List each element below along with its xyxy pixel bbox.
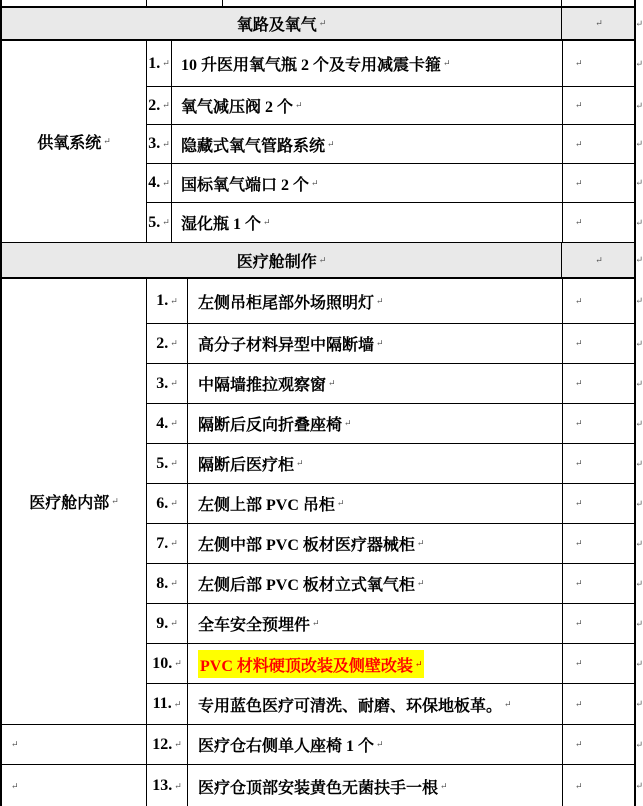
item-text-cell[interactable] [172,164,562,202]
item-number-cell[interactable] [147,404,188,443]
end-of-cell-mark: ↵ [575,618,583,628]
item-number: 9. [156,614,169,632]
paragraph-mark-outside: ↵ [635,538,643,548]
paragraph-mark-outside: ↵ [635,780,643,791]
paragraph-mark-outside: ↵ [635,217,643,227]
end-of-cell-mark: ↵ [575,217,583,227]
item-number-cell[interactable] [147,524,188,563]
end-of-cell-mark: ↵ [376,739,384,749]
status-cell[interactable] [562,41,634,86]
end-of-cell-mark: ↵ [170,338,178,348]
section-label-cell-empty[interactable] [2,765,147,806]
item-text-cell[interactable] [188,604,562,643]
item-text: 氧气减压阀 2 个 [181,99,294,116]
item-text-cell[interactable] [188,765,562,806]
paragraph-mark-outside: ↵ [635,58,643,68]
item-text: 隔断后医疗柜 [198,457,295,474]
status-cell[interactable] [562,324,634,363]
end-of-cell-mark: ↵ [443,58,451,68]
paragraph-mark-outside: ↵ [635,498,643,508]
status-cell[interactable] [562,243,634,277]
table-row [147,41,643,87]
end-of-cell-mark: ↵ [575,295,583,306]
section-header-text: 氧路及氧气 [236,17,317,34]
paragraph-mark-outside: ↵ [635,100,643,110]
section-cabin-interior [2,279,643,725]
table-row [147,164,643,203]
item-number: 2. [148,96,161,114]
item-number: 5. [148,213,161,231]
end-of-cell-mark: ↵ [575,780,583,791]
table-row [147,87,643,125]
end-of-cell-mark: ↵ [575,698,583,709]
paragraph-mark-outside: ↵ [635,338,643,348]
status-cell[interactable] [562,765,634,806]
section-header-row-oxygen [2,8,643,41]
paragraph-mark-outside: ↵ [635,418,643,428]
item-text-cell[interactable] [188,684,562,724]
item-number-cell[interactable] [147,87,172,124]
item-text: 中隔墙推拉观察窗 [198,377,327,394]
item-text: 高分子材料异型中隔断墙 [198,337,375,354]
table-row [2,765,643,806]
item-text-cell[interactable] [188,364,562,403]
item-number-cell[interactable] [147,684,188,724]
item-text: 国标氧气端口 2 个 [181,176,310,194]
item-number: 4. [148,174,161,191]
status-cell[interactable] [562,644,634,683]
end-of-cell-mark: ↵ [414,658,423,669]
item-number: 2. [156,334,169,352]
item-number: 3. [148,135,161,152]
end-of-cell-mark: ↵ [170,578,178,588]
section-label-cell[interactable] [2,279,147,724]
end-of-cell-mark: ↵ [328,378,336,388]
item-text: 左侧上部 PVC 吊柜 [198,497,335,514]
section-label-cell-empty[interactable] [2,725,147,764]
item-text-cell[interactable] [188,279,562,323]
end-of-cell-mark: ↵ [170,458,178,468]
end-of-cell-mark: ↵ [416,578,425,588]
end-of-cell-mark: ↵ [575,458,583,468]
end-of-cell-mark: ↵ [504,698,512,709]
item-number-cell[interactable] [147,765,188,806]
item-text: 左侧后部 PVC 板材立式氧气柜 [198,577,415,594]
paragraph-mark-outside: ↵ [635,739,643,749]
end-of-cell-mark: ↵ [595,254,603,265]
end-of-cell-mark: ↵ [170,498,178,508]
end-of-cell-mark: ↵ [376,338,384,348]
end-of-cell-mark: ↵ [595,18,603,28]
end-of-cell-mark: ↵ [575,739,583,749]
item-number: 12. [152,735,173,753]
item-number-cell[interactable] [147,125,172,163]
table-row [147,203,643,242]
cutoff-cell[interactable] [562,0,634,6]
table-row [147,125,643,164]
item-number-cell[interactable] [147,164,172,202]
end-of-cell-mark: ↵ [575,100,583,110]
item-text: 专用蓝色医疗可清洗、耐磨、环保地板革。 [198,697,503,715]
item-number-cell[interactable] [147,484,188,523]
table-row [147,324,643,364]
end-of-cell-mark: ↵ [170,538,178,548]
paragraph-mark-outside: ↵ [635,698,643,709]
item-number: 4. [156,414,169,432]
end-of-cell-mark: ↵ [11,780,19,791]
item-text-cell[interactable] [188,725,562,764]
end-of-cell-mark: ↵ [174,739,182,749]
end-of-cell-mark: ↵ [575,58,583,68]
item-number-cell[interactable] [147,364,188,403]
end-of-cell-mark: ↵ [173,698,182,709]
end-of-cell-mark: ↵ [162,100,170,110]
paragraph-mark-outside: ↵ [635,458,643,468]
end-of-cell-mark: ↵ [575,418,583,428]
item-number-cell[interactable] [147,644,188,683]
section-label-cell[interactable] [2,41,147,242]
paragraph-mark-outside: ↵ [635,18,643,28]
end-of-cell-mark: ↵ [575,578,583,588]
paragraph-mark-outside: ↵ [635,177,643,188]
paragraph-mark-outside: ↵ [635,618,643,628]
end-of-cell-mark: ↵ [103,136,111,146]
end-of-cell-mark: ↵ [312,618,320,628]
item-number: 13. [152,777,173,794]
item-text: 隐藏式氧气管路系统 [181,137,326,155]
item-number-cell[interactable] [147,725,188,764]
item-number: 7. [156,534,169,552]
item-text: 全车安全预埋件 [198,617,311,634]
section-header-text: 医疗舱制作 [236,253,317,271]
item-text: 隔断后反向折叠座椅 [198,417,343,434]
item-text-cell[interactable] [188,484,562,523]
table-row [147,604,643,644]
table-row [2,725,643,765]
end-of-cell-mark: ↵ [318,254,327,265]
item-number-cell[interactable] [147,604,188,643]
table-row [147,524,643,564]
item-text-cell[interactable] [188,524,562,563]
status-cell[interactable] [562,484,634,523]
item-number: 6. [156,494,169,512]
status-cell[interactable] [562,164,634,202]
item-number-cell[interactable] [147,203,172,242]
end-of-cell-mark: ↵ [416,538,425,548]
item-text-cell[interactable] [172,41,562,86]
highlighted-text [198,650,424,678]
end-of-cell-mark: ↵ [162,217,170,227]
item-number-cell[interactable] [147,324,188,363]
section-label: 医疗舱内部 [29,495,110,512]
table-row [147,564,643,604]
table-row [147,364,643,404]
table-row [147,404,643,444]
end-of-cell-mark: ↵ [295,100,303,110]
end-of-cell-mark: ↵ [170,418,178,428]
item-text-cell[interactable] [188,644,562,683]
cutoff-cell[interactable] [147,0,223,6]
item-text-cell[interactable] [172,125,562,163]
item-text-cell[interactable] [188,324,562,363]
end-of-cell-mark: ↵ [318,18,327,28]
end-of-cell-mark: ↵ [575,138,583,149]
paragraph-mark-outside: ↵ [635,295,643,306]
item-text: 左侧中部 PVC 板材医疗器械柜 [198,537,415,554]
paragraph-mark-outside: ↵ [635,378,643,388]
end-of-cell-mark: ↵ [11,739,19,749]
status-cell[interactable] [562,87,634,124]
end-of-cell-mark: ↵ [575,538,583,548]
item-number: 11. [152,695,172,712]
end-of-cell-mark: ↵ [575,498,583,508]
status-cell[interactable] [562,404,634,443]
end-of-cell-mark: ↵ [170,295,178,306]
section-oxygen-supply [2,41,643,243]
item-number: 5. [156,454,169,472]
end-of-cell-mark: ↵ [162,58,170,68]
status-cell[interactable] [562,203,634,242]
item-text: 湿化瓶 1 个 [181,216,262,233]
item-text: PVC 材料硬顶改装及侧壁改装 [200,657,413,675]
item-number-cell[interactable] [147,41,172,86]
end-of-cell-mark: ↵ [162,177,170,188]
end-of-cell-mark: ↵ [170,378,178,388]
item-number-cell[interactable] [147,444,188,483]
status-cell[interactable] [562,364,634,403]
item-text-cell[interactable] [188,404,562,443]
item-number: 3. [156,374,169,392]
item-text-cell[interactable] [188,444,562,483]
end-of-cell-mark: ↵ [296,458,304,468]
paragraph-mark-outside: ↵ [635,254,643,265]
status-cell[interactable] [562,564,634,603]
status-cell[interactable] [562,604,634,643]
item-number: 1. [148,54,161,72]
table-row-cutoff [2,0,634,8]
section-header-cell[interactable] [2,243,562,277]
item-number: 1. [156,292,169,309]
status-cell[interactable] [562,8,634,39]
item-number-cell[interactable] [147,564,188,603]
status-cell[interactable] [562,444,634,483]
item-text: 医疗仓顶部安装黄色无菌扶手一根 [198,779,439,797]
end-of-cell-mark: ↵ [263,217,271,227]
section-header-row-cabin [2,243,643,279]
end-of-cell-mark: ↵ [327,138,335,149]
paragraph-mark-outside: ↵ [635,658,643,668]
item-text: 10 升医用氧气瓶 2 个及专用减震卡箍 [181,57,442,74]
status-cell[interactable] [562,524,634,563]
end-of-cell-mark: ↵ [174,780,182,791]
section-header-cell[interactable] [2,8,562,39]
item-number-cell[interactable] [147,279,188,323]
end-of-cell-mark: ↵ [376,295,384,306]
cutoff-cell[interactable] [2,0,147,6]
item-text-cell[interactable] [172,203,562,242]
end-of-cell-mark: ↵ [575,177,583,188]
end-of-cell-mark: ↵ [575,378,583,388]
end-of-cell-mark: ↵ [336,498,345,508]
end-of-cell-mark: ↵ [170,618,178,628]
end-of-cell-mark: ↵ [575,658,583,668]
status-cell[interactable] [562,684,634,724]
table-row [147,484,643,524]
status-cell[interactable] [562,279,634,323]
paragraph-mark-outside: ↵ [635,578,643,588]
end-of-cell-mark: ↵ [174,658,182,668]
end-of-cell-mark: ↵ [311,177,319,188]
table-row-highlighted [147,644,643,684]
item-text-cell[interactable] [172,87,562,124]
table-row [147,444,643,484]
paragraph-mark-outside: ↵ [635,138,643,149]
item-text: 医疗仓右侧单人座椅 1 个 [198,738,375,755]
item-text: 左侧吊柜尾部外场照明灯 [198,294,375,312]
table-row [147,279,643,324]
item-number: 8. [156,574,169,592]
end-of-cell-mark: ↵ [162,138,170,149]
end-of-cell-mark: ↵ [344,418,352,428]
end-of-cell-mark: ↵ [575,338,583,348]
table-row [147,684,643,724]
status-cell[interactable] [562,125,634,163]
item-text-cell[interactable] [188,564,562,603]
status-cell[interactable] [562,725,634,764]
section-label: 供氧系统 [37,135,102,152]
cutoff-cell[interactable] [223,0,562,6]
end-of-cell-mark: ↵ [111,496,119,506]
item-number: 10. [152,654,173,672]
end-of-cell-mark: ↵ [440,780,448,791]
